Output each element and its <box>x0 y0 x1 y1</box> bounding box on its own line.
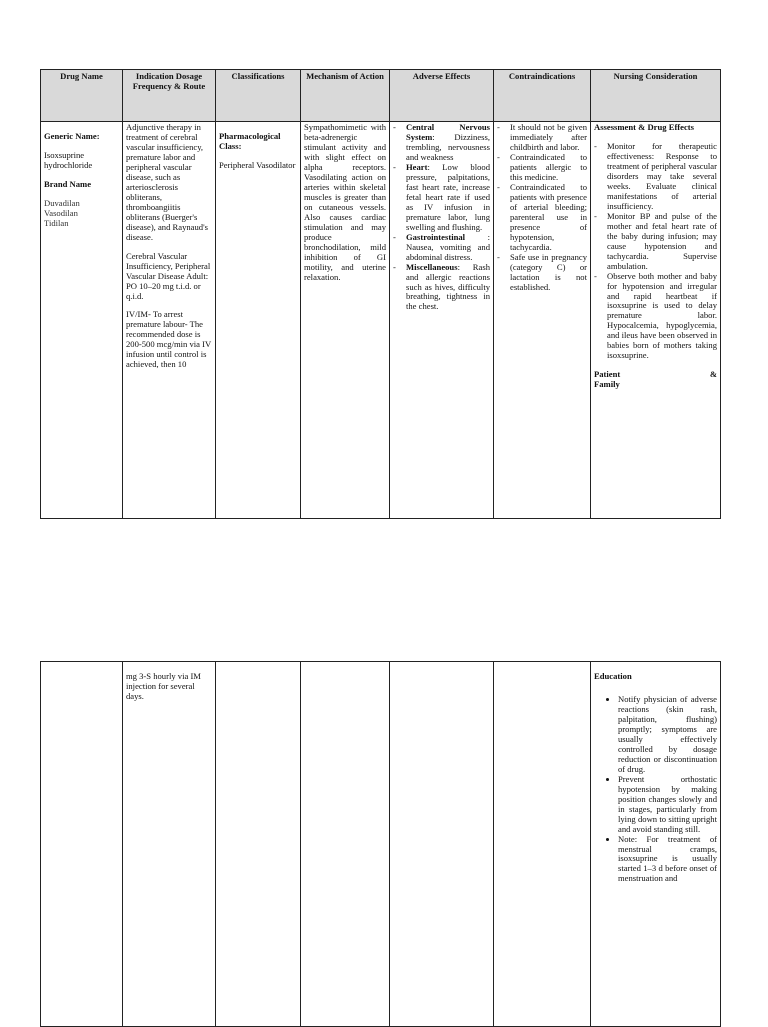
list-item: - Observe both mother and baby for hypotension and irregular and rapid heartbeat if isoxsuprine is used to delay premature labor. Hypocalcemia, hypoglycemia, and ileus have been observed in babies born of mothers taking isoxsuprine. <box>594 272 717 362</box>
drug-study-table-page-2 <box>40 661 721 1027</box>
education-heading: Education <box>594 671 632 681</box>
adverse-category-label: Miscellaneous <box>406 261 458 272</box>
adverse-category-text: Nausea, vomiting and abdominal distress. <box>406 241 490 262</box>
list-item: • Notify physician of adverse reactions (skin rash, palpitation, flushing) promptly; symptoms are usually effectively controlled by dosage reduction or discontinuation of drug. <box>618 695 717 775</box>
list-item: - Monitor for therapeutic effectiveness: Response to treatment of peripheral vascular disorders may take several weeks. Evaluate clinical manifestations of arterial insufficiency. <box>594 142 717 212</box>
adverse-category-label: Gastrointestinal <box>406 231 466 242</box>
list-item: - Monitor BP and pulse of the mother and fetal heart rate of the baby during infusion; may cause hypotension and tachycardia. Supervise ambulation. <box>594 212 717 272</box>
assessment-heading: Assessment & Drug Effects <box>594 122 695 132</box>
generic-name-label: Generic Name: <box>44 131 100 141</box>
education-list <box>594 695 717 884</box>
patient-family-heading: Patient & Family <box>594 369 717 390</box>
adverse-category-label: Heart <box>406 161 428 172</box>
mechanism-cell <box>301 122 390 519</box>
mechanism-text: Sympathomimetic with beta-adrenergic stimulant activity and with slight effect on alpha receptors. Vasodilating action on arteries within skeletal muscles is greater than on cutaneous vessels. Also causes cardiac stimulation and may produce bronchodilation, mild inhibition of GI motility, and uterine relaxation. <box>304 122 386 282</box>
pharmacologic-class-label: Pharmacological Class: <box>219 131 281 151</box>
drug-study-table-page-1 <box>40 69 721 519</box>
indication-paragraph: IV/IM- To arrest premature labour- The recommended dose is 200-500 mcg/min via IV infusion until control is achieved, then 10 <box>126 309 212 370</box>
classification-cell <box>216 662 301 1027</box>
list-item: - Safe use in pregnancy (category C) or lactation is not established. <box>497 253 587 293</box>
contraindications-list <box>497 123 587 292</box>
nursing-consideration-cell <box>591 122 721 519</box>
brand-name: Tidilan <box>44 217 69 228</box>
indication-cell <box>123 662 216 1027</box>
adverse-effects-cell <box>390 122 494 519</box>
header-contraindications: Contraindications <box>494 70 591 122</box>
nursing-consideration-cell <box>591 662 721 1027</box>
header-classifications: Classifications <box>216 70 301 122</box>
list-item: - Gastrointestinal : Nausea, vomiting and abdominal distress. <box>393 233 490 263</box>
list-item: - Heart: Low blood pressure, palpitations, fast heart rate, increase fetal heart rate if used as IV infusion in premature labor, lung swelling and flushing. <box>393 163 490 233</box>
list-item: • Prevent orthostatic hypotension by making position changes slowly and in stages, particularly from lying down to sitting upright and avoid standing still. <box>618 775 717 835</box>
adverse-category-text: Dizziness, trembling, nervousness and weakness <box>406 131 490 162</box>
header-nursing-consideration: Nursing Consideration <box>591 70 721 122</box>
header-mechanism: Mechanism of Action <box>301 70 390 122</box>
contraindications-cell <box>494 662 591 1027</box>
table-row <box>41 122 721 519</box>
brand-name-list <box>44 199 119 229</box>
list-item: - Contraindicated to patients with presence of arterial bleeding; parenteral use in presence of hypotension, tachycardia. <box>497 183 587 253</box>
indication-continued: mg 3-S hourly via IM injection for several days. <box>126 671 201 701</box>
generic-name-value: Isoxsuprine hydrochloride <box>44 149 93 170</box>
assessment-list <box>594 142 717 361</box>
adverse-category-text: Low blood pressure, palpitations, fast heart rate, increase fetal heart rate if used as IV infusion in premature labor, lung swelling and flushing. <box>406 161 490 232</box>
classification-cell <box>216 122 301 519</box>
adverse-category-label: Central Nervous System <box>406 122 490 142</box>
list-item: - Contraindicated to patients allergic to this medicine. <box>497 153 587 183</box>
list-item: - Miscellaneous: Rash and allergic reactions such as hives, difficulty breathing, tightness in the chest. <box>393 263 490 313</box>
list-item: • Note: For treatment of menstrual cramps, isoxsuprine is usually started 1–3 d before onset of menstruation and <box>618 835 717 885</box>
drug-name-cell <box>41 122 123 519</box>
indication-paragraph: Adjunctive therapy in treatment of cerebral vascular insufficiency, premature labor and peripheral vascular disease, such as arteriosclerosis obliterans, thromboangiitis obliterans (Buerger's disease), and Raynaud's disease. <box>126 122 208 242</box>
brand-name-label: Brand Name <box>44 178 92 189</box>
adverse-category-text: Rash and allergic reactions such as hives, difficulty breathing, tightness in the chest. <box>406 261 490 312</box>
brand-name: Vasodilan <box>44 207 78 218</box>
adverse-effects-list <box>393 123 490 312</box>
indication-cell <box>123 122 216 519</box>
contraindications-cell <box>494 122 591 519</box>
mechanism-cell <box>301 662 390 1027</box>
header-indication: Indication Dosage Frequency & Route <box>123 70 216 122</box>
list-item: - It should not be given immediately after childbirth and labor. <box>497 123 587 153</box>
pharmacologic-class-value: Peripheral Vasodilator <box>219 159 296 170</box>
drug-name-cell <box>41 662 123 1027</box>
list-item: - Central Nervous System: Dizziness, trembling, nervousness and weakness <box>393 123 490 163</box>
table-header-row <box>41 70 721 122</box>
indication-paragraph: Cerebral Vascular Insufficiency, Peripheral Vascular Disease Adult: PO 10–20 mg t.i.d. or q.i.d. <box>126 250 211 301</box>
table-row <box>41 662 721 1027</box>
header-adverse-effects: Adverse Effects <box>390 70 494 122</box>
brand-name: Duvadilan <box>44 197 80 208</box>
header-drug-name: Drug Name <box>41 70 123 122</box>
adverse-effects-cell <box>390 662 494 1027</box>
